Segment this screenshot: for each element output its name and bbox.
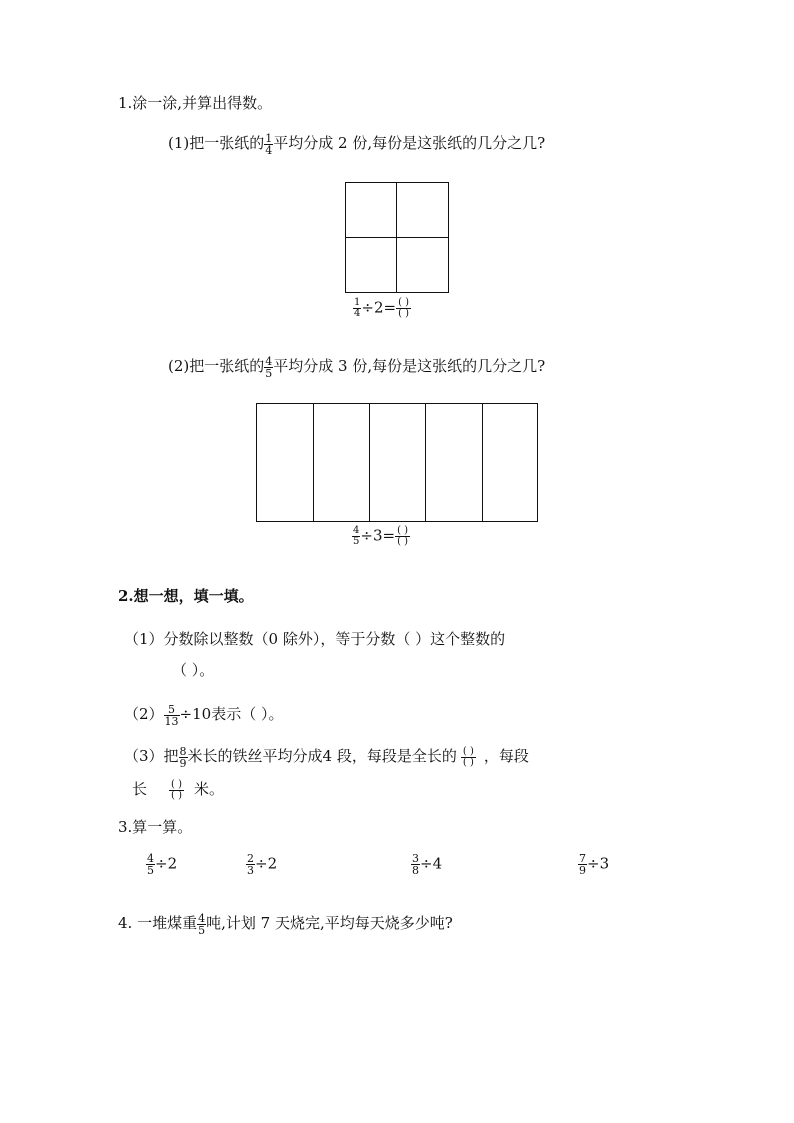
q1-grid-2x2[interactable]	[345, 182, 449, 293]
q1-part2-fraction	[264, 356, 273, 379]
answer-blank-fraction[interactable]	[395, 526, 410, 547]
numerator: 4	[147, 852, 154, 865]
q1-part2-suffix: 平均分成 3 份,每份是这张纸的几分之几?	[273, 357, 546, 375]
q1-part2-text	[168, 355, 545, 379]
strip-divider-2	[369, 404, 370, 521]
denominator: 5	[353, 536, 360, 547]
q2-line4	[132, 778, 224, 801]
answer-blank-fraction[interactable]	[169, 780, 184, 801]
q2-line3-middle: 米长的铁丝平均分成4 段，每段是全长的	[187, 747, 457, 765]
q4-text	[118, 912, 453, 936]
q2-line2	[124, 703, 283, 727]
q4-suffix: 吨,计划 7 天烧完,平均每天烧多少吨?	[206, 914, 453, 932]
q2-line2-suffix[interactable]: ÷10表示（ ）。	[179, 705, 284, 723]
denominator: 4	[265, 143, 273, 157]
numerator: 5	[168, 702, 176, 716]
blank-denominator: ( )	[397, 536, 409, 547]
blank-denominator: ( )	[398, 308, 410, 319]
q2-line4-end: 米。	[194, 780, 225, 798]
q2-line3-end: ，每段	[483, 747, 529, 765]
q3-item-4[interactable]	[578, 853, 609, 876]
q1-part2-prefix: (2)把一张纸的	[168, 357, 265, 375]
q1-part1-prefix: (1)把一张纸的	[168, 134, 265, 152]
q2-line3-fraction	[179, 746, 188, 769]
blank-numerator: ( )	[171, 778, 182, 790]
q3-fraction	[411, 853, 420, 876]
q4-fraction	[197, 913, 206, 936]
numerator: 4	[198, 911, 206, 925]
blank-numerator: ( )	[462, 745, 474, 757]
q3-title: 3.算一算。	[118, 818, 193, 836]
denominator: 5	[147, 864, 154, 877]
numerator: 2	[247, 852, 254, 865]
q1-part1-fraction	[264, 133, 273, 156]
q3-fraction	[146, 853, 155, 876]
q1-part1-suffix: 平均分成 2 份,每份是这张纸的几分之几?	[273, 134, 546, 152]
blank-numerator: ( )	[397, 525, 409, 536]
q1-part2-equation	[352, 526, 410, 547]
q3-operator: ÷4	[420, 854, 443, 873]
blank-denominator: ( )	[462, 756, 474, 768]
q1-title: 1.涂一涂,并算出得数。	[118, 94, 273, 112]
blank-denominator: ( )	[171, 789, 182, 801]
q3-operator: ÷2	[155, 854, 178, 873]
denominator: 13	[164, 714, 179, 728]
answer-blank-fraction[interactable]	[461, 747, 476, 768]
q3-fraction	[578, 853, 587, 876]
equation-operator: ÷3=	[360, 526, 396, 545]
q2-line3	[124, 745, 529, 769]
denominator: 3	[247, 864, 254, 877]
numerator: 1	[354, 297, 361, 308]
q2-title: 2.想一想，填一填。	[118, 587, 254, 605]
q4-prefix: 4. 一堆煤重	[118, 914, 198, 932]
denominator: 8	[412, 864, 419, 877]
denominator: 5	[198, 923, 206, 937]
q2-line1: （1）分数除以整数（0 除外），等于分数（ ）这个整数的	[124, 630, 506, 648]
item-number: （2）	[124, 705, 164, 723]
strip-divider-4	[482, 404, 483, 521]
q3-item-1[interactable]	[146, 853, 177, 876]
q2-line2-fraction	[164, 704, 180, 727]
q1-part1-equation	[353, 298, 411, 319]
q3-operator: ÷2	[255, 854, 278, 873]
denominator: 9	[179, 756, 187, 770]
numerator: 1	[265, 131, 273, 145]
numerator: 8	[179, 744, 187, 758]
q2-line3-prefix: （3）把	[124, 747, 179, 765]
denominator: 9	[579, 864, 586, 877]
grid-divider-horizontal	[346, 237, 448, 238]
q2-line4-prefix: 长	[132, 780, 148, 798]
q3-item-2[interactable]	[246, 853, 277, 876]
denominator: 5	[265, 366, 273, 380]
equation-operator: ÷2=	[361, 298, 397, 317]
q1-strip-5-columns[interactable]	[256, 403, 538, 522]
numerator: 4	[353, 525, 360, 536]
q3-fraction	[246, 853, 255, 876]
q3-operator: ÷3	[587, 854, 610, 873]
strip-divider-1	[313, 404, 314, 521]
answer-blank-fraction[interactable]	[396, 298, 411, 319]
denominator: 4	[354, 308, 361, 319]
q2-line1-blank[interactable]: （ ）。	[172, 661, 215, 679]
numerator: 7	[579, 852, 586, 865]
strip-divider-3	[425, 404, 426, 521]
numerator: 3	[412, 852, 419, 865]
q3-item-3[interactable]	[411, 853, 442, 876]
blank-numerator: ( )	[398, 297, 410, 308]
q1-part1-text	[168, 132, 545, 156]
numerator: 4	[265, 354, 273, 368]
